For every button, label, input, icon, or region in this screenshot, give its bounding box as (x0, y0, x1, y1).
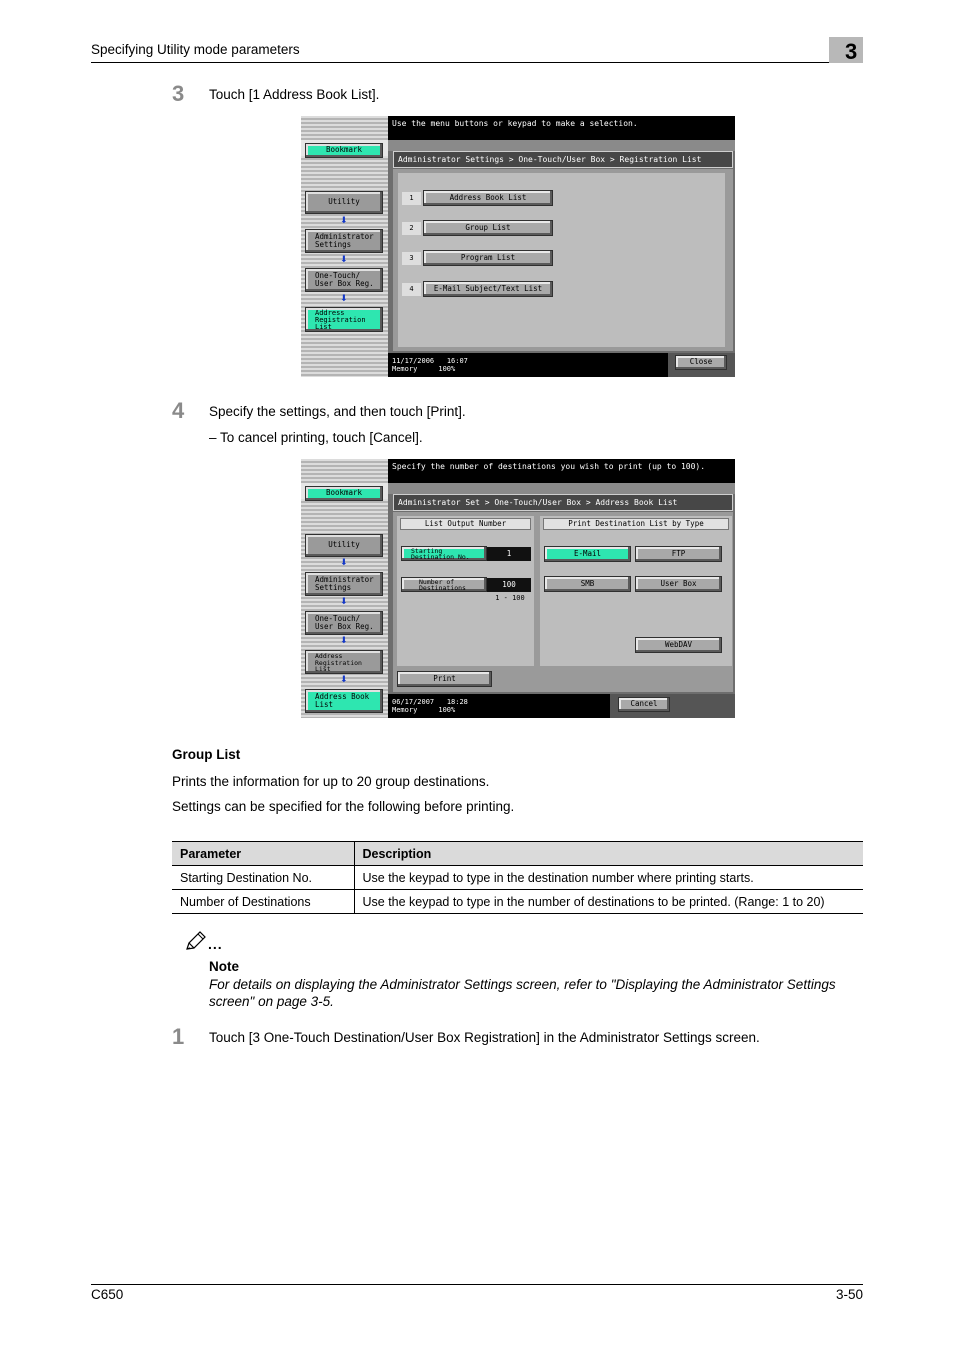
table-cell: Number of Destinations (172, 890, 354, 914)
table-row (172, 890, 863, 914)
left-nav-panel (301, 116, 388, 377)
footer-model: C650 (91, 1287, 124, 1302)
panel-title: List Output Number (400, 518, 531, 530)
note-dots: ... (208, 936, 223, 952)
panel-title: Print Destination List by Type (543, 518, 729, 530)
status-bar (388, 694, 610, 718)
screenshot-address-book-list (301, 459, 735, 718)
starting-destination-button[interactable]: Starting Destination No. (401, 546, 487, 561)
parameter-table (172, 841, 863, 914)
status-bar (388, 353, 668, 377)
table-cell: Starting Destination No. (172, 866, 354, 890)
down-arrow-icon: ⬇ (340, 255, 348, 265)
range-text: 1 - 100 (495, 594, 525, 602)
nav-onetouch-button[interactable]: One-Touch/ User Box Reg. (305, 611, 383, 635)
status-time: 18:28 (446, 698, 468, 706)
status-memory: 100% (438, 365, 456, 373)
nav-address-book-list-button[interactable]: Address Book List (305, 689, 383, 713)
down-arrow-icon: ⬇ (340, 558, 348, 568)
step-number: 4 (172, 398, 185, 423)
step-text: Touch [1 Address Book List]. (209, 87, 380, 102)
status-memory-label: Memory (392, 706, 418, 714)
item-number: 1 (402, 192, 421, 205)
step-number: 3 (172, 81, 185, 106)
table-row (172, 866, 863, 890)
bookmark-button[interactable]: Bookmark (305, 143, 383, 158)
close-button[interactable]: Close (675, 355, 727, 370)
table-header-row (172, 842, 863, 866)
bookmark-button[interactable]: Bookmark (305, 486, 383, 501)
table-cell: Use the keypad to type in the destination number where printing starts. (354, 866, 863, 890)
footer-rule (91, 1284, 863, 1285)
running-header: Specifying Utility mode parameters (91, 42, 300, 57)
section-paragraph: Settings can be specified for the following before printing. (172, 799, 515, 814)
pencil-icon (184, 930, 208, 957)
table-header: Parameter (172, 842, 354, 866)
email-type-button[interactable]: E-Mail (544, 546, 631, 562)
step-text: Touch [3 One-Touch Destination/User Box Registration] in the Administrator Settings screen. (209, 1030, 760, 1045)
chapter-number: 3 (845, 39, 858, 64)
status-time: 16:07 (446, 357, 468, 365)
nav-admin-settings-button[interactable]: Administrator Settings (305, 229, 383, 253)
status-date: 06/17/2007 (392, 698, 435, 706)
step-number: 1 (172, 1024, 185, 1049)
program-list-button[interactable]: Program List (423, 250, 553, 266)
nav-onetouch-button[interactable]: One-Touch/ User Box Reg. (305, 268, 383, 292)
step-text: Specify the settings, and then touch [Print]. (209, 404, 466, 419)
nav-utility-button[interactable]: Utility (305, 534, 383, 557)
instruction-message: Specify the number of destinations you wish to print (up to 100). (388, 459, 735, 483)
down-arrow-icon: ⬇ (340, 636, 348, 646)
smb-type-button[interactable]: SMB (544, 576, 631, 592)
instruction-message: Use the menu buttons or keypad to make a selection. (388, 116, 735, 140)
nav-address-registration-list-button[interactable]: Address Registration List (305, 650, 383, 674)
left-nav-panel (301, 459, 388, 718)
nav-admin-settings-button[interactable]: Administrator Settings (305, 572, 383, 596)
status-date: 11/17/2006 (392, 357, 435, 365)
section-paragraph: Prints the information for up to 20 group destinations. (172, 774, 490, 789)
breadcrumb: Administrator Settings > One-Touch/User Box > Registration List (393, 151, 733, 168)
footer-page-number: 3-50 (835, 1287, 863, 1302)
nav-address-registration-list-button[interactable]: Address Registration List (305, 307, 383, 332)
item-number: 2 (402, 222, 421, 235)
email-subject-text-list-button[interactable]: E-Mail Subject/Text List (423, 281, 553, 297)
down-arrow-icon: ⬇ (340, 294, 348, 304)
step-substep: – To cancel printing, touch [Cancel]. (209, 430, 423, 445)
header-rule (91, 62, 863, 63)
status-memory: 100% (438, 706, 456, 714)
section-title: Group List (172, 747, 241, 762)
note-title: Note (209, 959, 239, 974)
down-arrow-icon: ⬇ (340, 675, 348, 685)
down-arrow-icon: ⬇ (340, 216, 348, 226)
table-cell: Use the keypad to type in the number of destinations to be printed. (Range: 1 to 20) (354, 890, 863, 914)
ftp-type-button[interactable]: FTP (635, 546, 722, 562)
webdav-type-button[interactable]: WebDAV (635, 637, 722, 653)
address-book-list-button[interactable]: Address Book List (423, 190, 553, 206)
item-number: 4 (402, 283, 421, 296)
status-memory-label: Memory (392, 365, 418, 373)
group-list-button[interactable]: Group List (423, 220, 553, 236)
number-of-destinations-button[interactable]: Number of Destinations (401, 577, 487, 592)
note-text: For details on displaying the Administrator Settings screen, refer to "Displaying the Administrator Settings screen" on page 3-5. (209, 977, 836, 1009)
table-header: Description (354, 842, 863, 866)
cancel-button[interactable]: Cancel (618, 697, 670, 712)
down-arrow-icon: ⬇ (340, 597, 348, 607)
print-button[interactable]: Print (397, 671, 492, 687)
screenshot-registration-list (301, 116, 735, 377)
number-of-destinations-value: 100 (487, 578, 531, 592)
starting-destination-value: 1 (487, 547, 531, 561)
breadcrumb: Administrator Set > One-Touch/User Box > Address Book List (393, 494, 733, 511)
nav-utility-button[interactable]: Utility (305, 191, 383, 214)
item-number: 3 (402, 252, 421, 265)
user-box-type-button[interactable]: User Box (635, 576, 722, 592)
